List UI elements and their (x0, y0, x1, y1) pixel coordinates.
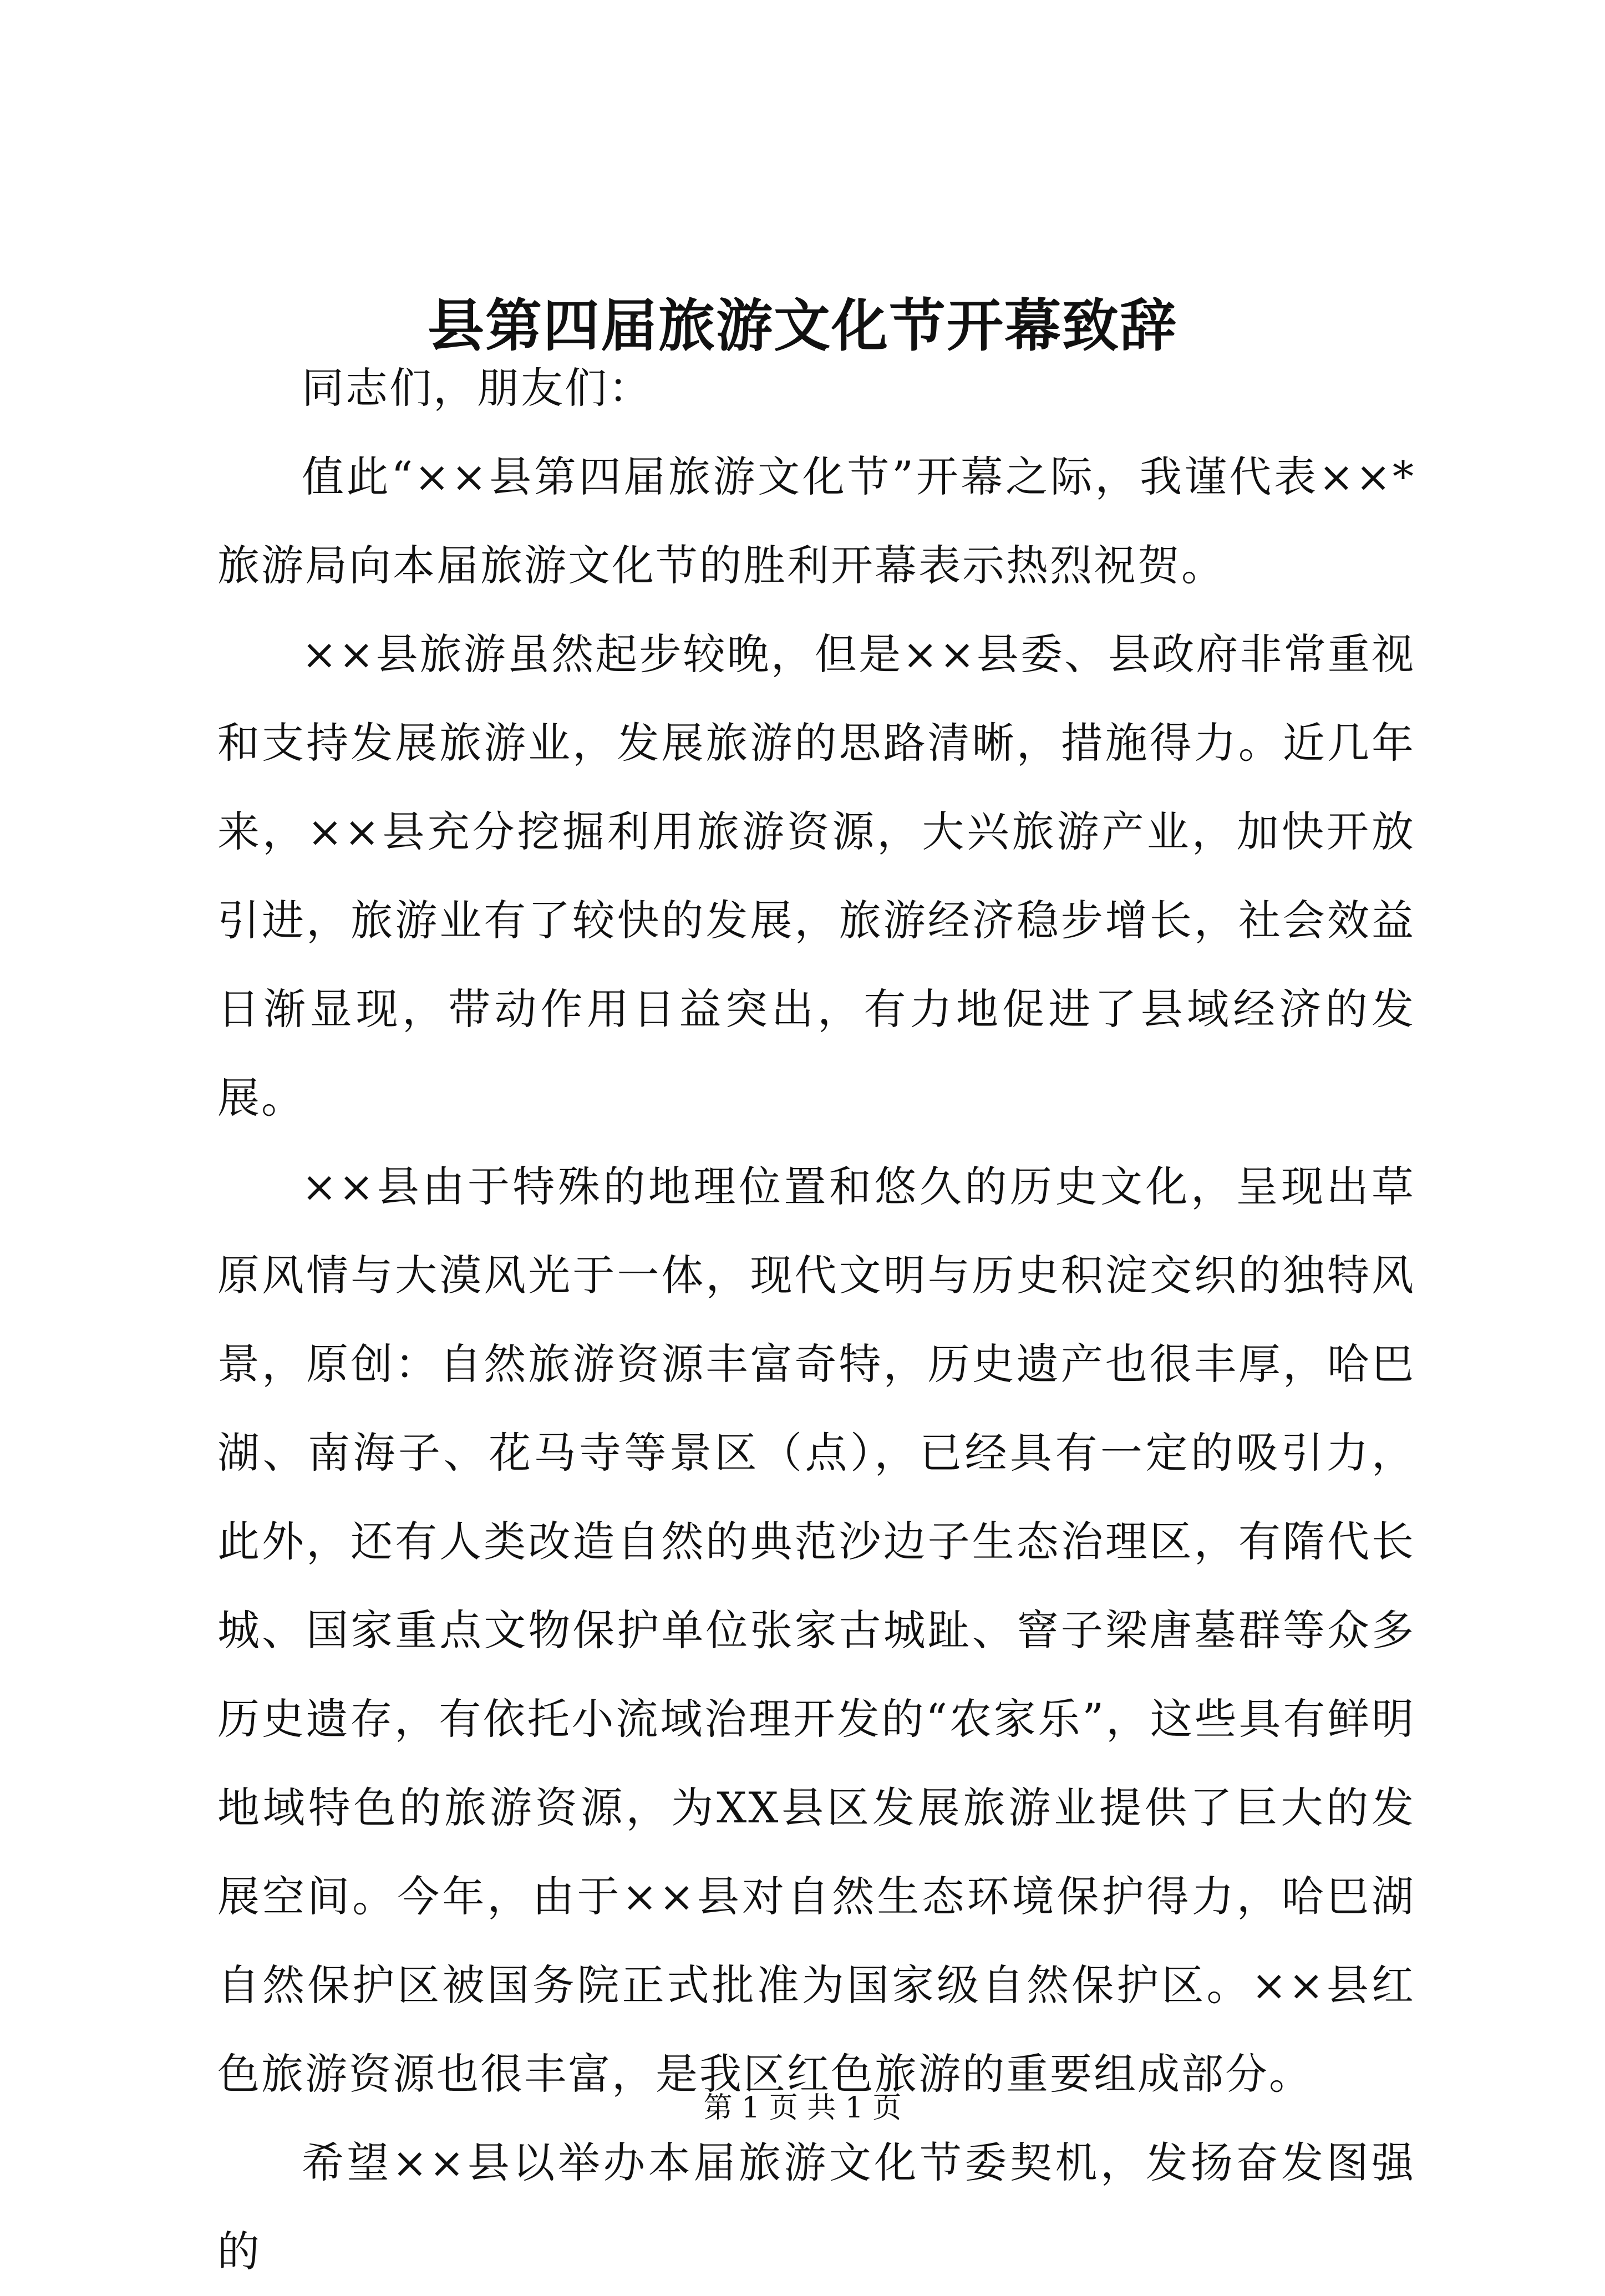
salutation: 同志们，朋友们： (302, 363, 652, 413)
document-body (217, 344, 1415, 2296)
document-title: 县第四届旅游文化节开幕致辞 (428, 293, 1177, 359)
paragraph-2: ××县旅游虽然起步较晚，但是××县委、县政府非常重视和支持发展旅游业，发展旅游的思路清晰，措施得力。近几年来，××县充分挖掘利用旅游资源，大兴旅游产业，加快开放引进，旅游业有了较快的发展，旅游经济稳步增长，社会效益日渐显现，带动作用日益突出，有力地促进了县域经济的发展。 (217, 629, 1415, 1122)
paragraph-4: 希望××县以举办本届旅游文化节委契机，发扬奋发图强的 (217, 2138, 1415, 2276)
page-footer: 第 1 页 共 1 页 (703, 2091, 902, 2125)
paragraph-3: ××县由于特殊的地理位置和悠久的历史文化，呈现出草原风情与大漠风光于一体，现代文明与历史积淀交织的独特风景，原创：自然旅游资源丰富奇特，历史遗产也很丰厚，哈巴湖、南海子、花马寺等景区（点），已经具有一定的吸引力，此外，还有人类改造自然的典范沙边子生态治理区，有隋代长城、国家重点文物保护单位张家古城趾、窨子梁唐墓群等众多历史遗存，有依托小流域治理开发的“农家乐”，这些具有鲜明地域特色的旅游资源，为XX县区发展旅游业提供了巨大的发展空间。今年，由于××县对自然生态环境保护得力，哈巴湖自然保护区被国务院正式批准为国家级自然保护区。××县红色旅游资源也很丰富，是我区红色旅游的重要组成部分。 (217, 1162, 1415, 2099)
paragraph-1: 值此“××县第四届旅游文化节”开幕之际，我谨代表××*旅游局向本届旅游文化节的胜利开幕表示热烈祝贺。 (217, 452, 1415, 590)
